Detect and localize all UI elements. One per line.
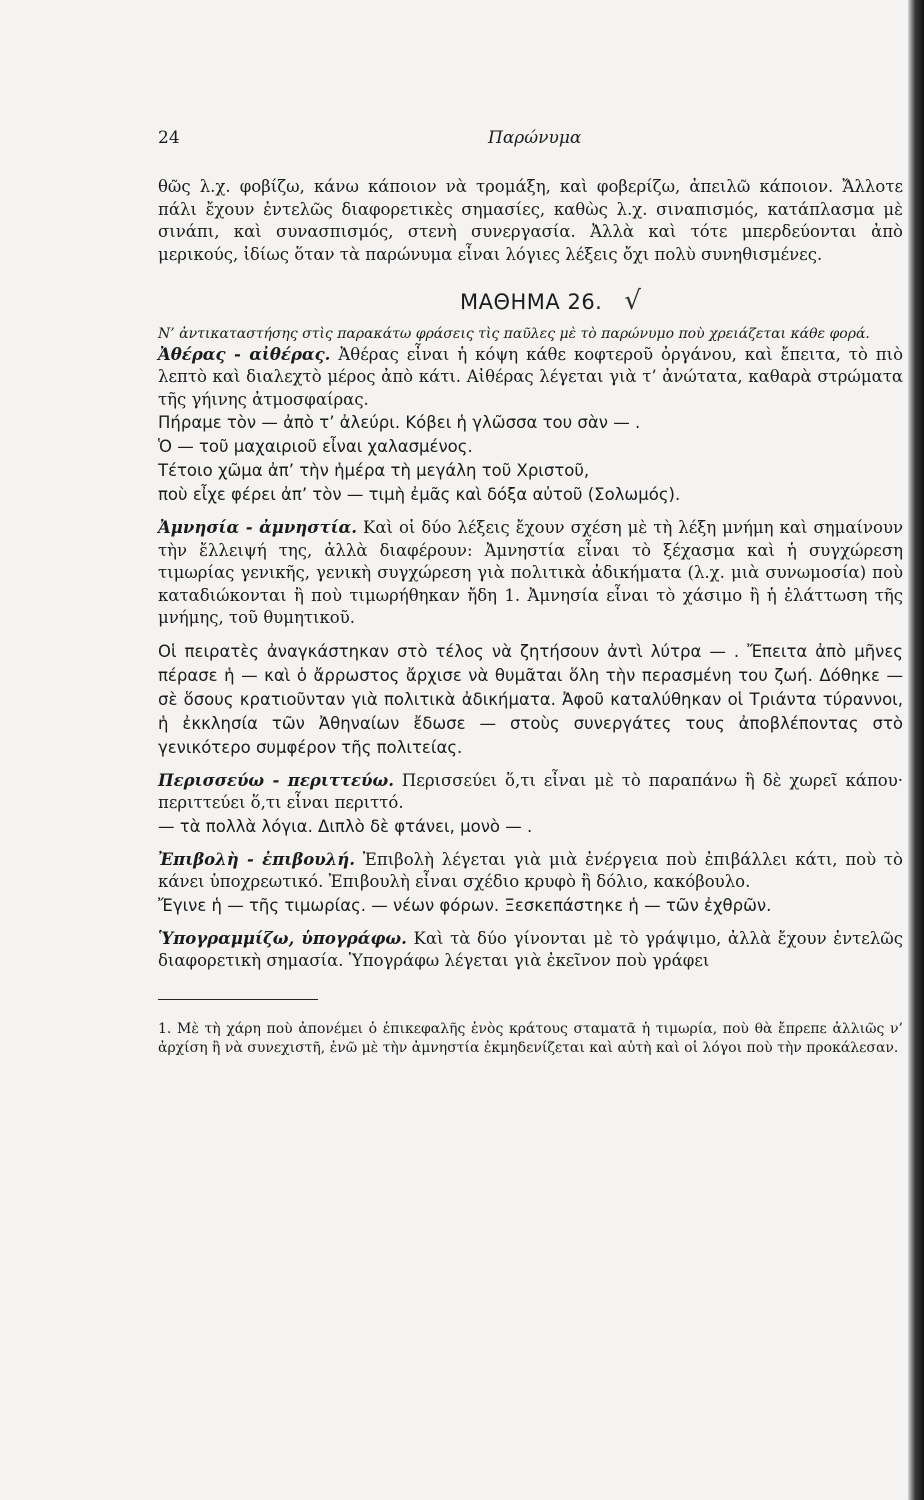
page-body <box>158 176 903 1058</box>
entry-ypogrammizo <box>158 928 903 973</box>
entry-aetheras <box>158 344 903 412</box>
entry-definition: Καὶ τὰ δύο γίνονται μὲ τὸ γράψιμο, ἀλλὰ ἔχουν ἐντελῶς διαφορετικὴ σημασία. Ὑπογράφω λέγεται γιὰ ἐκεῖνον ποὺ γράφει <box>158 928 903 970</box>
entry-definition: Περισσεύει ὅ,τι εἶναι μὲ τὸ παραπάνω ἢ δὲ χωρεῖ κάπου· περιττεύει ὅ,τι εἶναι περιττό. <box>158 770 904 812</box>
exercise-block <box>158 894 903 918</box>
footnote <box>158 1020 903 1058</box>
running-title: Παρώνυμα <box>488 128 582 148</box>
intro-paragraph: θῶς λ.χ. φοβίζω, κάνω κάποιον νὰ τρομάξη, καὶ φοβερίζω, ἀπειλῶ κάποιον. Ἄλλοτε πάλι ἔχουν ἐντελῶς διαφορετικὲς σημασίες, καθὼς λ.χ. σιναπισμός, κατάπλασμα μὲ σινάπι, καὶ συνασπισμός, στενὴ συνεργασία. Ἀλλὰ καὶ τότε μπερδεύονται ἀπὸ μερικούς, ἰδίως ὅταν τὰ παρώνυμα εἶναι λόγιες λέξεις ὄχι πολὺ συνηθισμένες. <box>158 177 903 264</box>
exercise-line: Ὁ — τοῦ μαχαιριοῦ εἶναι χαλασμένος. <box>158 437 473 456</box>
entry-headword: Ὑπογραμμίζω, ὑπογράφω. <box>158 928 407 948</box>
exercise-block <box>158 640 903 760</box>
lesson-instruction: Ν’ ἀντικαταστήσης στὶς παρακάτω φράσεις τὶς παῦλες μὲ τὸ παρώνυμο ποὺ χρειάζεται κάθε φορά. <box>158 325 870 342</box>
exercise-paragraph: — τὰ πολλὰ λόγια. Διπλὸ δὲ φτάνει, μονὸ — . <box>158 816 533 836</box>
footnote-text: Μὲ τὴ χάρη ποὺ ἀπονέμει ὁ ἐπικεφαλῆς ἑνὸς κράτους σταματᾶ ἡ τιμωρία, ποὺ θὰ ἔπρεπε ἀλλιῶς ν’ ἀρχίση ἢ νὰ συνεχιστῆ, ἐνῶ μὲ τὴν ἀμνηστία ἐκμηδενίζεται καὶ αὐτὴ καὶ οἱ λόγοι ποὺ τὴν προκάλεσαν. <box>158 1020 904 1056</box>
exercise-block <box>158 411 903 507</box>
check-mark: √ <box>624 286 642 316</box>
exercise-paragraph: Οἱ πειρατὲς ἀναγκάστηκαν στὸ τέλος νὰ ζητήσουν ἀντὶ λύτρα — . Ἔπειτα ἀπὸ μῆνες πέρασε ἡ — καὶ ὁ ἄρρωστος ἄρχισε νὰ θυμᾶται ὅλη τὴν περασμένη του ζωή. Δόθηκε — σὲ ὅσους κρατιοῦνταν γιὰ πολιτικὰ ἀδικήματα. Ἀφοῦ καταλύθηκαν οἱ Τριάντα τύραννοι, ἡ ἐκκλησία τῶν Ἀθηναίων ἔδωσε — στοὺς συνεργάτες τους ἀποβλέποντας στὸ γενικότερο συμφέρον τῆς πολιτείας. <box>158 641 903 757</box>
entry-headword: Ἐπιβολὴ - ἐπιβουλή. <box>158 849 355 869</box>
exercise-line: Πήραμε τὸν — ἀπὸ τ’ ἀλεύρι. Κόβει ἡ γλῶσσα του σὰν — . <box>158 413 641 432</box>
lesson-heading <box>460 286 903 316</box>
exercise-paragraph: Ἔγινε ἡ — τῆς τιμωρίας. — νέων φόρων. Ξεσκεπάστηκε ἡ — τῶν ἐχθρῶν. <box>158 895 772 915</box>
entry-headword: Περισσεύω - περιττεύω. <box>158 770 394 790</box>
entry-headword: Ἀμνησία - ἀμνηστία. <box>158 518 357 537</box>
verse-line: Τέτοιο χῶμα ἀπ’ τὴν ἡμέρα τὴ μεγάλη τοῦ Χριστοῦ, <box>158 461 590 480</box>
entry-definition: Ἀθέρας εἶναι ἡ κόψη κάθε κοφτεροῦ ὀργάνου, καὶ ἔπειτα, τὸ πιὸ λεπτὸ καὶ διαλεχτὸ μέρος ἀπὸ κάτι. Αἰθέρας λέγεται γιὰ τ’ ἀνώτατα, καθαρὰ στρώματα τῆς γήινης ἀτμοσφαίρας. <box>158 344 904 409</box>
verse-line: ποὺ εἶχε φέρει ἀπ’ τὸν — τιμὴ ἐμᾶς καὶ δόξα αὐτοῦ (Σολωμός). <box>158 485 681 504</box>
footnote-marker: 1. <box>158 1020 172 1037</box>
entry-definition: Ἐπιβολὴ λέγεται γιὰ μιὰ ἐνέργεια ποὺ ἐπιβάλλει κάτι, ποὺ τὸ κάνει ὑποχρεωτικό. Ἐπιβουλὴ εἶναι σχέδιο κρυφὸ ἢ δόλιο, κακόβουλο. <box>158 849 903 891</box>
lesson-title: ΜΑΘΗΜΑ 26. <box>460 290 603 314</box>
exercise-block <box>158 815 903 839</box>
entry-amnisia <box>158 517 903 630</box>
footnote-rule <box>158 999 318 1000</box>
entry-perisseuo <box>158 770 903 815</box>
page-number: 24 <box>158 128 180 148</box>
book-page <box>150 0 912 1500</box>
entry-definition: Καὶ οἱ δύο λέξεις ἔχουν σχέση μὲ τὴ λέξη μνήμη καὶ σημαίνουν τὴν ἔλλειψή της, ἀλλὰ διαφέρουν: Ἀμνηστία εἶναι τὸ ξέχασμα καὶ ἡ συγχώρεση τιμωρίας γενικῆς, γενικὴ συγχώρεση γιὰ πολιτικὰ ἀδικήματα (λ.χ. μιὰ συνωμοσία) ποὺ καταδιώκονται ἢ ποὺ τιμωρήθηκαν ἤδη 1. Ἀμνησία εἶναι τὸ χάσιμο ἢ ἡ ἐλάττωση τῆς μνήμης, τοῦ θυμητικοῦ. <box>158 518 904 627</box>
entry-epivoli <box>158 849 903 894</box>
entry-headword: Ἀθέρας - αἰθέρας. <box>158 344 331 364</box>
page-header <box>158 128 903 154</box>
